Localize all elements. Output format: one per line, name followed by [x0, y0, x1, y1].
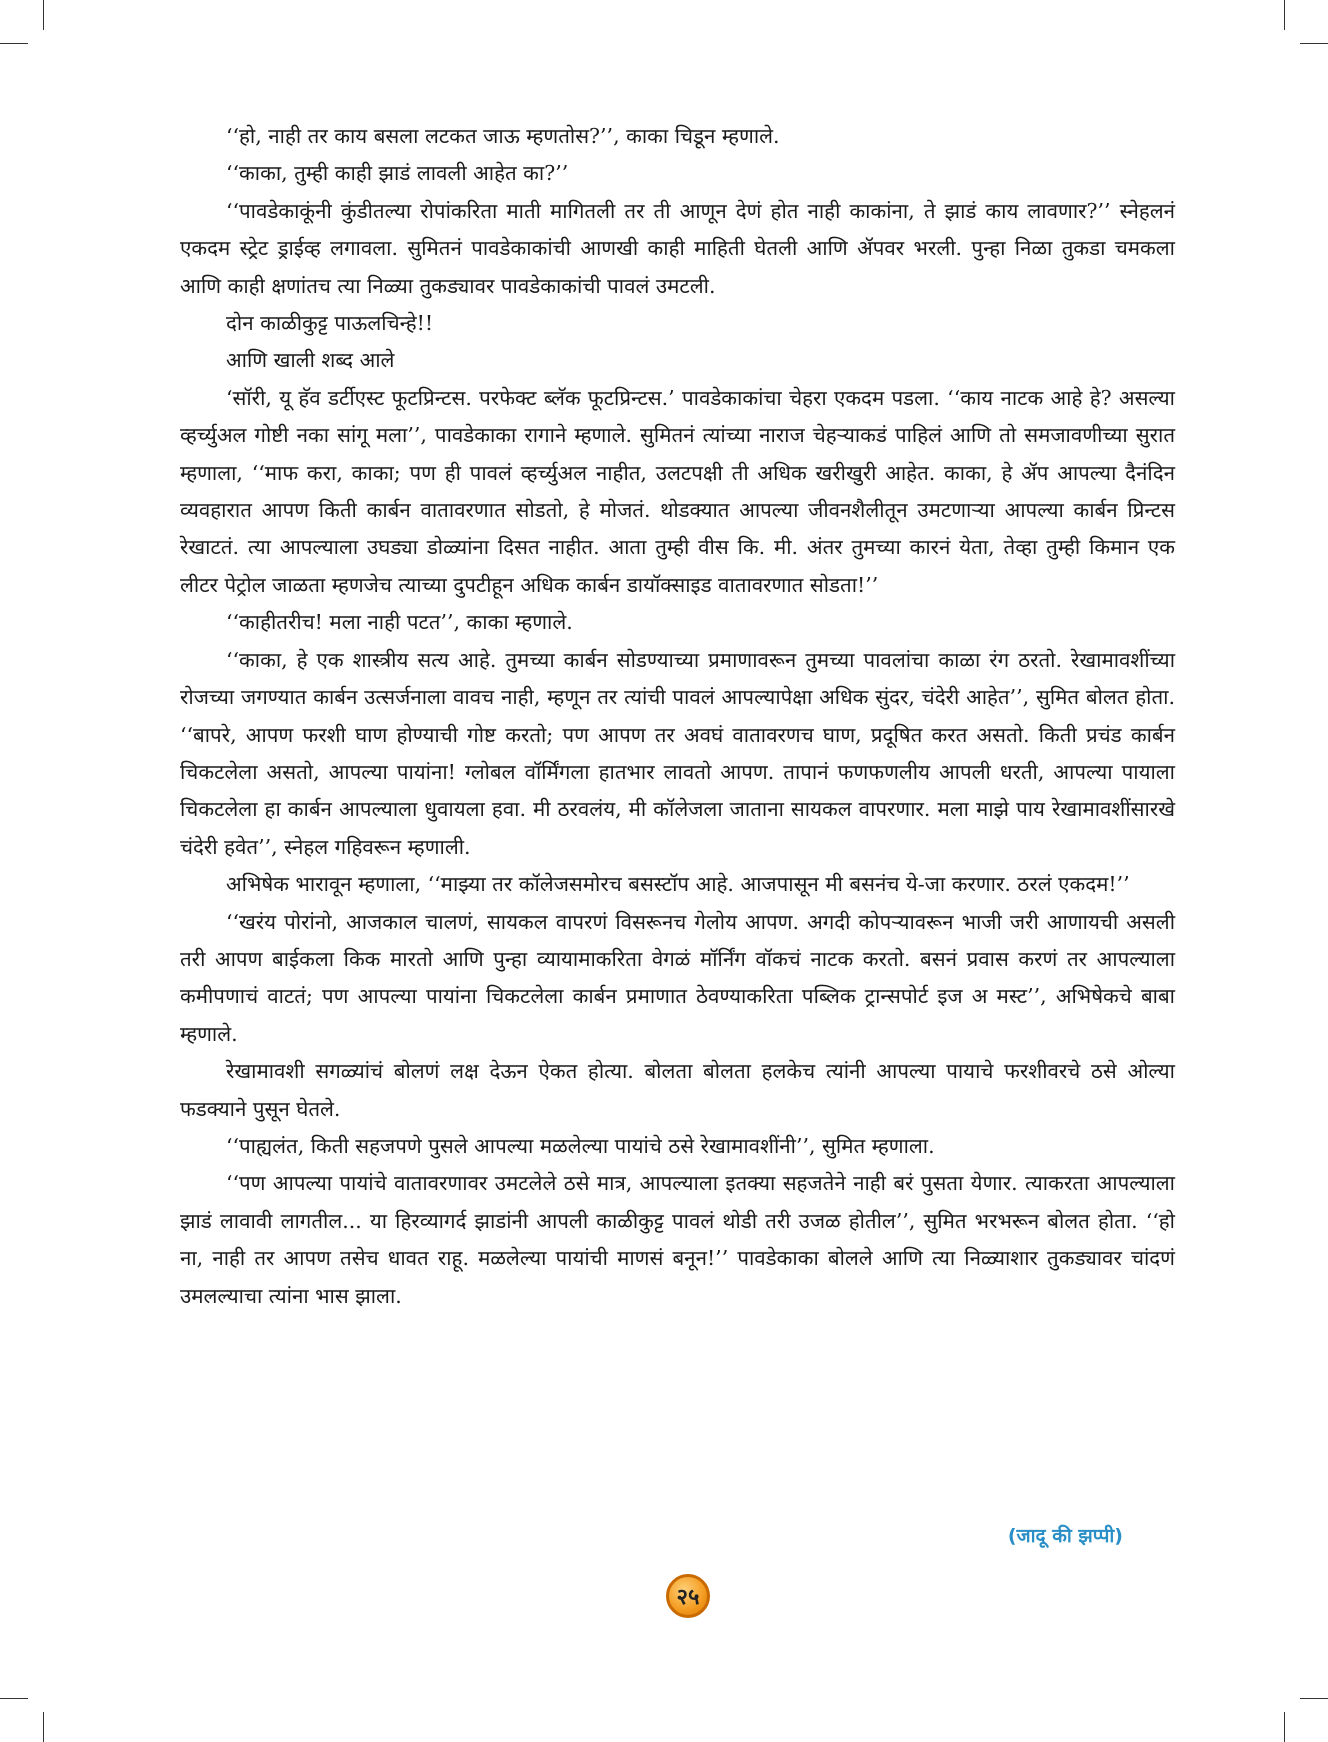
paragraph: आणि खाली शब्द आले: [226, 348, 395, 373]
paragraph: ‘‘पावडेकाकूंनी कुंडीतल्या रोपांकरिता माती मागितली तर ती आणून देणं होत नाही काकांना, ते झाडं काय लावणार?’’ स्नेहलनं एकदम स्ट्रेट ड्राईव्ह लगावला. सुमितनं पावडेकाकांची आणखी काही माहिती घेतली आणि ॲपवर भरली. पुन्हा निळा तुकडा चमकला आणि काही क्षणांतच त्या निळ्या तुकड्यावर पावडेकाकांची पावलं उमटली.: [180, 198, 1175, 298]
crop-mark: [1300, 1698, 1328, 1699]
paragraph: दोन काळीकुट्ट पाऊलचिन्हे!!: [226, 311, 434, 336]
paragraph: ‘‘खरंय पोरांनो, आजकाल चालणं, सायकल वापरणं विसरूनच गेलोय आपण. अगदी कोपऱ्यावरून भाजी जरी आणायची असली तरी आपण बाईकला किक मारतो आणि पुन्हा व्यायामाकरिता वेगळं मॉर्निंग वॉकचं नाटक करतो. बसनं प्रवास करणं तर आपल्याला कमीपणाचं वाटतं; पण आपल्या पायांना चिकटलेला कार्बन प्रमाणात ठेवण्याकरिता पब्लिक ट्रान्सपोर्ट इज अ मस्ट’’, अभिषेकचे बाबा म्हणाले.: [180, 909, 1175, 1046]
crop-mark: [43, 1712, 44, 1742]
page-number: २५: [666, 1574, 710, 1618]
crop-mark: [43, 0, 44, 30]
crop-mark: [1284, 0, 1285, 30]
crop-mark: [0, 43, 28, 44]
paragraph: रेखामावशी सगळ्यांचं बोलणं लक्ष देऊन ऐकत होत्या. बोलता बोलता हलकेच त्यांनी आपल्या पायाचे फरशीवरचे ठसे ओल्या फडक्याने पुसून घेतले.: [180, 1059, 1175, 1121]
paragraph: ‘‘काहीतरीच! मला नाही पटत’’, काका म्हणाले.: [226, 610, 573, 635]
paragraph: ‘‘काका, तुम्ही काही झाडं लावली आहेत का?’’: [226, 161, 569, 186]
source-credit: (जादू की झप्पी): [1007, 1525, 1123, 1547]
paragraph: ‘‘पण आपल्या पायांचे वातावरणावर उमटलेले ठसे मात्र, आपल्याला इतक्या सहजतेने नाही बरं पुसता येणार. त्याकरता आपल्याला झाडं लावावी लागतील... या हिरव्यागर्द झाडांनी आपली काळीकुट्ट पावलं थोडी तरी उजळ होतील’’, सुमित भरभरून बोलत होता. ‘‘हो ना, नाही तर आपण तसेच धावत राहू. मळलेल्या पायांची माणसं बनून!’’ पावडेकाका बोलले आणि त्या निळ्याशार तुकड्यावर चांदणं उमलल्याचा त्यांना भास झाला.: [180, 1171, 1175, 1308]
crop-mark: [0, 1698, 28, 1699]
paragraph: अभिषेक भारावून म्हणाला, ‘‘माझ्या तर कॉलेजसमोरच बसस्टॉप आहे. आजपासून मी बसनंच ये-जा करणार. ठरलं एकदम!’’: [226, 872, 1130, 897]
story-text: [180, 118, 1175, 1315]
crop-mark: [1300, 43, 1328, 44]
crop-mark: [1284, 1712, 1285, 1742]
paragraph: ‘‘हो, नाही तर काय बसला लटकत जाऊ म्हणतोस?’’, काका चिडून म्हणाले.: [226, 124, 780, 148]
paragraph: ‘‘काका, हे एक शास्त्रीय सत्य आहे. तुमच्या कार्बन सोडण्याच्या प्रमाणावरून तुमच्या पावलांचा काळा रंग ठरतो. रेखामावशींच्या रोजच्या जगण्यात कार्बन उत्सर्जनाला वावच नाही, म्हणून तर त्यांची पावलं आपल्यापेक्षा अधिक सुंदर, चंदेरी आहेत’’, सुमित बोलत होता. ‘‘बापरे, आपण फरशी घाण होण्याची गोष्ट करतो; पण आपण तर अवघं वातावरणच घाण, प्रदूषित करत असतो. किती प्रचंड कार्बन चिकटलेला असतो, आपल्या पायांना! ग्लोबल वॉर्मिंगला हातभार लावतो आपण. तापानं फणफणलीय आपली धरती, आपल्या पायाला चिकटलेला हा कार्बन आपल्याला धुवायला हवा. मी ठरवलंय, मी कॉलेजला जाताना सायकल वापरणार. मला माझे पाय रेखामावशींसारखे चंदेरी हवेत’’, स्नेहल गहिवरून म्हणाली.: [180, 647, 1175, 859]
paragraph: ‘सॉरी, यू हॅव डर्टीएस्ट फूटप्रिन्टस. परफेक्ट ब्लॅक फूटप्रिन्टस.’ पावडेकाकांचा चेहरा एकदम पडला. ‘‘काय नाटक आहे हे? असल्या व्हर्च्युअल गोष्टी नका सांगू मला’’, पावडेकाका रागाने म्हणाले. सुमितनं त्यांच्या नाराज चेहऱ्याकडं पाहिलं आणि तो समजावणीच्या सुरात म्हणाला, ‘‘माफ करा, काका; पण ही पावलं व्हर्च्युअल नाहीत, उलटपक्षी ती अधिक खरीखुरी आहेत. काका, हे ॲप आपल्या दैनंदिन व्यवहारात आपण किती कार्बन वातावरणात सोडतो, हे मोजतं. थोडक्यात आपल्या जीवनशैलीतून उमटणाऱ्या आपल्या कार्बन प्रिन्टस रेखाटतं. त्या आपल्याला उघड्या डोळ्यांना दिसत नाहीत. आता तुम्ही वीस कि. मी. अंतर तुमच्या कारनं येता, तेव्हा तुम्ही किमान एक लीटर पेट्रोल जाळता म्हणजेच त्याच्या दुपटीहून अधिक कार्बन डायॉक्साइड वातावरणात सोडता!’’: [180, 385, 1175, 597]
paragraph: ‘‘पाह्यलंत, किती सहजपणे पुसले आपल्या मळलेल्या पायांचे ठसे रेखामावशींनी’’, सुमित म्हणाला.: [226, 1133, 935, 1158]
